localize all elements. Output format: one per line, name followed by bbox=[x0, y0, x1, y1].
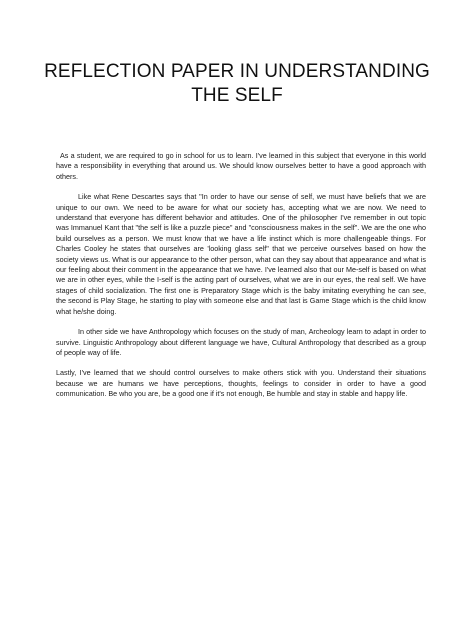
document-title bbox=[30, 60, 444, 108]
title-line-2: THE SELF bbox=[191, 85, 283, 106]
paragraph-introduction: As a student, we are required to go in school for us to learn. I've learned in this subject that everyone in this world have a responsibility in everything that around us. We should know ourselves better to have a good approach with others. bbox=[56, 151, 426, 181]
title-line-1: REFLECTION PAPER IN UNDERSTANDING bbox=[44, 61, 430, 82]
paragraph-anthropology: In other side we have Anthropology which focuses on the study of man, Archeology learn to adapt in order to survive. Linguistic Anthropology about different language we have, Cultural Anthropology that described as a group of people way of life. bbox=[56, 327, 426, 357]
document-body bbox=[56, 151, 426, 410]
paragraph-philosophy: Like what Rene Descartes says that "In order to have our sense of self, we must have beliefs that we are unique to our own. We need to be aware for what our society has, accepting what we are now. We need to understand that everyone has different behavior and attitudes. One of the philosopher I've remember in out topic was Immanuel Kant that "the self is like a puzzle piece" and "consciousness makes in the self". We are the one who build ourselves as a person. We must know that we have a life instinct which is more challengeable things. For Charles Cooley he states that ourselves are 'looking glass self" that we perceive ourselves based on how the society views us. What is our appearance to the other person, what can they say about that appearance and what is our feeling about their comment in the appearance that we have. I've learned also that our Me-self is based on what we are in other eyes, while the I-self is the acting part of ourselves, what we are in our eyes, the real self. We have stages of child socialization. The first one is Preparatory Stage which is the baby imitating everything he can see, the second is Play Stage, he starting to play with someone else and that last is Game Stage which is the child know what he/she doing. bbox=[56, 192, 426, 316]
paragraph-conclusion: Lastly, I've learned that we should control ourselves to make others stick with you. Understand their situations because we are humans we have perceptions, thoughts, feelings to consider in order to have a good communication. Be who you are, be a good one if it's not enough, Be humble and stay in stable and happy life. bbox=[56, 368, 426, 399]
